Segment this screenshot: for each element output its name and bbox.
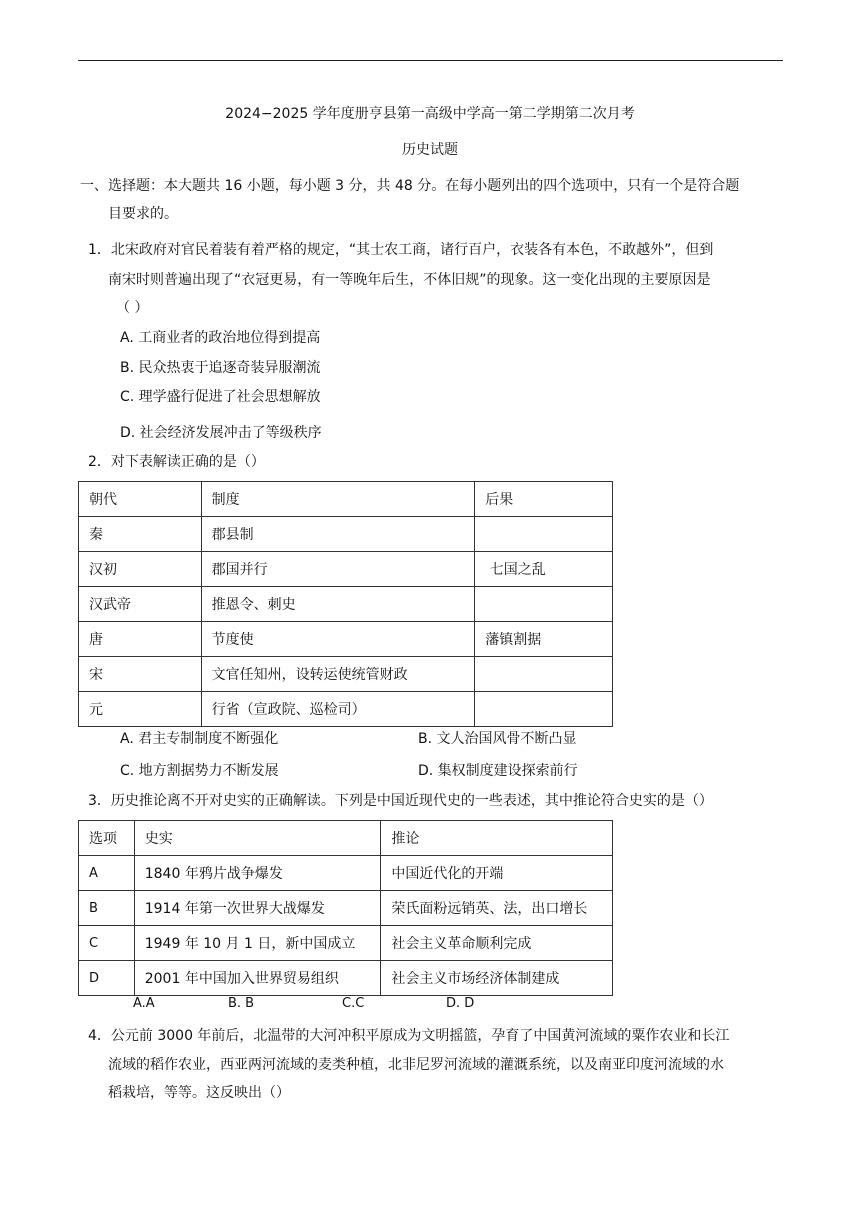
q2-cell-result: 藩镇割据 [475, 622, 613, 657]
table-row [79, 517, 613, 552]
q2-cell-system: 节度使 [201, 622, 475, 657]
table-row [79, 657, 613, 692]
q2-header-cell: 后果 [475, 482, 613, 517]
q3-table-header-row [79, 821, 613, 856]
table-row [79, 692, 613, 727]
q2-header-cell: 制度 [201, 482, 475, 517]
q2-option-b: B. 文人治国风骨不断凸显 [418, 731, 577, 747]
q1-stem-line2: 南宋时则普遍出现了“衣冠更易，有一等晚年后生，不体旧规”的现象。这一变化出现的主要原因是 [108, 272, 711, 288]
table-row [79, 891, 613, 926]
q2-cell-result: 七国之乱 [475, 552, 613, 587]
q2-cell-result [475, 587, 613, 622]
q2-cell-dynasty: 元 [79, 692, 202, 727]
q3-table [78, 820, 613, 996]
q3-option-a: A.A [133, 996, 155, 1011]
q2-table [78, 481, 613, 727]
q3-cell-inference: 社会主义市场经济体制建成 [381, 961, 613, 996]
section-intro-line2: 目要求的。 [108, 206, 178, 222]
q3-cell-fact: 1949 年 10 月 1 日，新中国成立 [134, 926, 381, 961]
header-rule [78, 60, 783, 61]
section-intro-line1: 一、选择题：本大题共 16 小题，每小题 3 分，共 48 分。在每小题列出的四个选项中，只有一个是符合题 [80, 178, 740, 194]
q1-option-b: B. 民众热衷于追逐奇装异服潮流 [120, 360, 321, 376]
q2-cell-system: 文官任知州，设转运使统管财政 [201, 657, 475, 692]
q2-cell-result [475, 517, 613, 552]
q4-stem-line1: 4．公元前 3000 年前后，北温带的大河冲积平原成为文明摇篮，孕育了中国黄河流域的粟作农业和长江 [88, 1028, 730, 1044]
q2-cell-dynasty: 唐 [79, 622, 202, 657]
q3-cell-option: D [79, 961, 135, 996]
q2-cell-system: 郡国并行 [201, 552, 475, 587]
q2-header-cell: 朝代 [79, 482, 202, 517]
table-row [79, 622, 613, 657]
q3-option-b: B. B [228, 996, 255, 1011]
q1-stem-line3: （ ） [116, 300, 149, 316]
q4-stem-line3: 稻栽培，等等。这反映出（） [108, 1085, 290, 1101]
q3-cell-fact: 1914 年第一次世界大战爆发 [134, 891, 381, 926]
q2-cell-result [475, 657, 613, 692]
q2-option-c: C. 地方割据势力不断发展 [120, 763, 279, 779]
q3-cell-inference: 社会主义革命顺利完成 [381, 926, 613, 961]
q3-header-cell: 史实 [134, 821, 381, 856]
q2-table-header-row [79, 482, 613, 517]
table-row [79, 961, 613, 996]
q2-option-d: D. 集权制度建设探索前行 [418, 763, 578, 779]
q2-cell-dynasty: 汉初 [79, 552, 202, 587]
q3-option-d: D. D [446, 996, 475, 1011]
q3-cell-option: A [79, 856, 135, 891]
q2-cell-system: 郡县制 [201, 517, 475, 552]
q2-option-a: A. 君主专制制度不断强化 [120, 731, 279, 747]
q3-cell-inference: 荣氏面粉远销英、法，出口增长 [381, 891, 613, 926]
exam-subtitle: 历史试题 [402, 142, 458, 158]
q3-cell-option: C [79, 926, 135, 961]
q1-option-d: D. 社会经济发展冲击了等级秩序 [120, 425, 322, 441]
q1-stem-line1: 1．北宋政府对官民着装有着严格的规定，“其士农工商，诸行百户，衣装各有本色，不敢越外”，但到 [88, 242, 714, 258]
q3-option-c: C.C [342, 996, 365, 1011]
q3-header-cell: 选项 [79, 821, 135, 856]
exam-title: 2024−2025 学年度册亨县第一高级中学高一第二学期第二次月考 [225, 106, 635, 122]
q3-cell-fact: 1840 年鸦片战争爆发 [134, 856, 381, 891]
q1-option-a: A. 工商业者的政治地位得到提高 [120, 330, 321, 346]
q2-cell-system: 行省（宣政院、巡检司） [201, 692, 475, 727]
q2-cell-dynasty: 秦 [79, 517, 202, 552]
q2-cell-system: 推恩令、刺史 [201, 587, 475, 622]
q3-cell-option: B [79, 891, 135, 926]
q2-cell-dynasty: 汉武帝 [79, 587, 202, 622]
q2-stem: 2．对下表解读正确的是（） [88, 454, 265, 470]
q3-cell-inference: 中国近代化的开端 [381, 856, 613, 891]
table-row [79, 926, 613, 961]
q2-cell-result [475, 692, 613, 727]
table-row [79, 552, 613, 587]
q2-cell-dynasty: 宋 [79, 657, 202, 692]
q3-stem: 3．历史推论离不开对史实的正确解读。下列是中国近现代史的一些表述，其中推论符合史实的是（） [88, 793, 713, 809]
q4-stem-line2: 流域的稻作农业，西亚两河流域的麦类种植，北非尼罗河流域的灌溉系统，以及南亚印度河流域的水 [108, 1057, 724, 1073]
q3-cell-fact: 2001 年中国加入世界贸易组织 [134, 961, 381, 996]
table-row [79, 587, 613, 622]
q1-option-c: C. 理学盛行促进了社会思想解放 [120, 389, 321, 405]
table-row [79, 856, 613, 891]
q3-header-cell: 推论 [381, 821, 613, 856]
